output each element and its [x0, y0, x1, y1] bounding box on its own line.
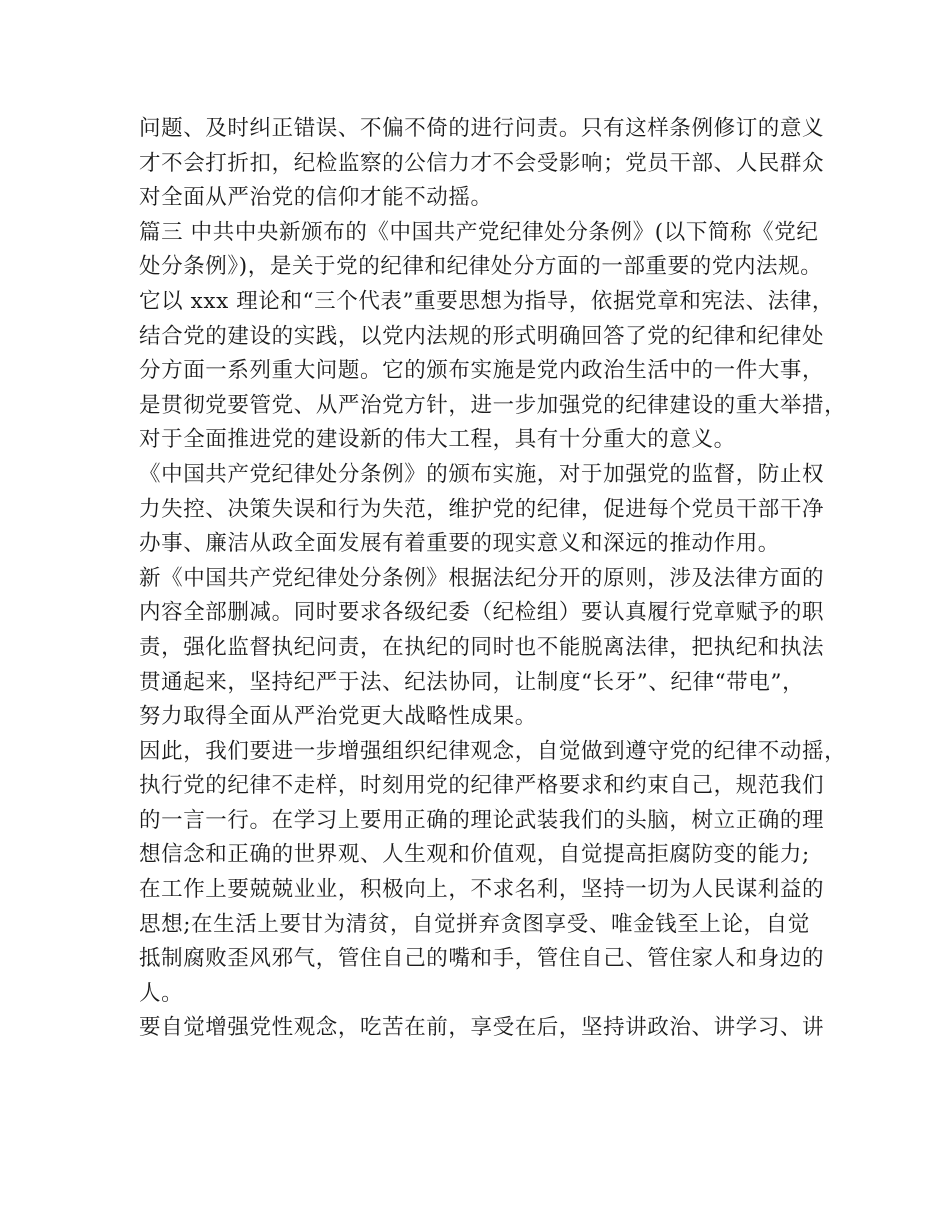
text-line: 力失控、决策失误和行为失范，维护党的纪律，促进每个党员干部干净 [139, 496, 825, 522]
text-line: 抵制腐败歪风邪气，管住自己的嘴和手，管住自己、管住家人和身边的 [139, 946, 825, 972]
text-line: 内容全部删减。同时要求各级纪委（纪检组）要认真履行党章赋予的职 [139, 600, 825, 626]
text-line: 《中国共产党纪律处分条例》的颁布实施，对于加强党的监督，防止权 [139, 461, 825, 487]
text-line: 责，强化监督执纪问责，在执纪的同时也不能脱离法律，把执纪和执法 [139, 634, 825, 660]
text-line: 篇三 中共中央新颁布的《中国共产党纪律处分条例》(以下简称《党纪 [139, 219, 819, 245]
text-line: 对全面从严治党的信仰才能不动摇。 [139, 185, 493, 211]
text-line: 要自觉增强党性观念，吃苦在前，享受在后，坚持讲政治、讲学习、讲 [139, 1015, 825, 1041]
text-line: 人。 [139, 980, 184, 1006]
text-line: 在工作上要兢兢业业，积极向上，不求名利，坚持一切为人民谋利益的 [139, 877, 825, 903]
text-line: 分方面一系列重大问题。它的颁布实施是党内政治生活中的一件大事， [139, 358, 825, 384]
text-line: 新《中国共产党纪律处分条例》根据法纪分开的原则，涉及法律方面的 [139, 565, 825, 591]
text-line: 处分条例》)，是关于党的纪律和纪律处分方面的一部重要的党内法规。 [139, 254, 823, 280]
body-text [139, 112, 847, 1046]
text-line: 结合党的建设的实践，以党内法规的形式明确回答了党的纪律和纪律处 [139, 323, 825, 349]
text-line: 想信念和正确的世界观、人生观和价值观，自觉提高拒腐防变的能力; [139, 842, 810, 868]
text-line: 才不会打折扣，纪检监察的公信力才不会受影响；党员干部、人民群众 [139, 150, 825, 176]
text-line: 的一言一行。在学习上要用正确的理论武装我们的头脑，树立正确的理 [139, 807, 825, 833]
text-line: 贯通起来，坚持纪严于法、纪法协同，让制度“长牙”、纪律“带电”， [139, 669, 805, 695]
text-line: 思想;在生活上要甘为清贫，自觉拼弃贪图享受、唯金钱至上论，自觉 [139, 911, 810, 937]
text-line: 是贯彻党要管党、从严治党方针，进一步加强党的纪律建设的重大举措， [139, 392, 847, 418]
text-line: 努力取得全面从严治党更大战略性成果。 [139, 704, 537, 730]
text-line: 执行党的纪律不走样，时刻用党的纪律严格要求和约束自己，规范我们 [139, 773, 825, 799]
text-line: 办事、廉洁从政全面发展有着重要的现实意义和深远的推动作用。 [139, 531, 780, 557]
text-line: 对于全面推进党的建设新的伟大工程，具有十分重大的意义。 [139, 427, 736, 453]
text-line: 问题、及时纠正错误、不偏不倚的进行问责。只有这样条例修订的意义 [139, 116, 825, 141]
text-line: 因此，我们要进一步增强组织纪律观念，自觉做到遵守党的纪律不动摇， [139, 738, 847, 764]
text-line: 它以 xxx 理论和“三个代表”重要思想为指导，依据党章和宪法、法律， [139, 288, 835, 314]
